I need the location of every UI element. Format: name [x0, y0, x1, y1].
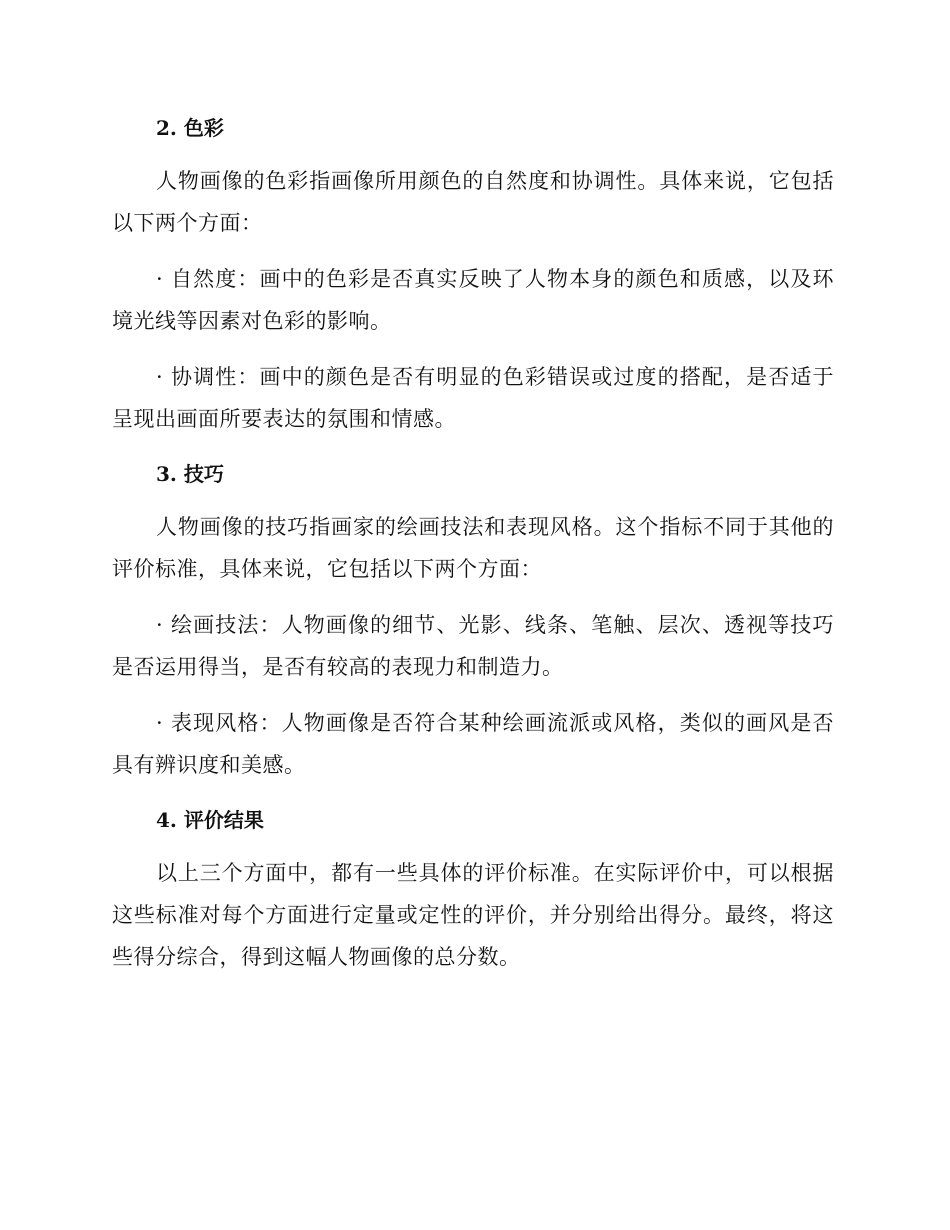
section-heading-technique: 3. 技巧: [156, 462, 224, 486]
paragraph-technique-methods: · 绘画技法：人物画像的细节、光影、线条、笔触、层次、透视等技巧是否运用得当，是否有较高的表现力和制造力。: [112, 613, 834, 679]
section-heading-color: 2. 色彩: [156, 116, 224, 140]
paragraph-color-intro: 人物画像的色彩指画像所用颜色的自然度和协调性。具体来说，它包括以下两个方面：: [112, 169, 834, 235]
section-heading-result: 4. 评价结果: [156, 808, 264, 832]
paragraph-result-summary: 以上三个方面中，都有一些具体的评价标准。在实际评价中，可以根据这些标准对每个方面进行定量或定性的评价，并分别给出得分。最终，将这些得分综合，得到这幅人物画像的总分数。: [112, 861, 834, 969]
document-body: [112, 108, 834, 978]
paragraph-color-harmony: · 协调性：画中的颜色是否有明显的色彩错误或过度的搭配，是否适于呈现出画面所要表达的氛围和情感。: [112, 365, 834, 431]
paragraph-technique-style: · 表现风格：人物画像是否符合某种绘画流派或风格，类似的画风是否具有辨识度和美感。: [112, 711, 834, 777]
paragraph-technique-intro: 人物画像的技巧指画家的绘画技法和表现风格。这个指标不同于其他的评价标准，具体来说，它包括以下两个方面：: [112, 515, 834, 581]
paragraph-color-naturalness: · 自然度：画中的色彩是否真实反映了人物本身的颜色和质感，以及环境光线等因素对色彩的影响。: [112, 267, 834, 333]
